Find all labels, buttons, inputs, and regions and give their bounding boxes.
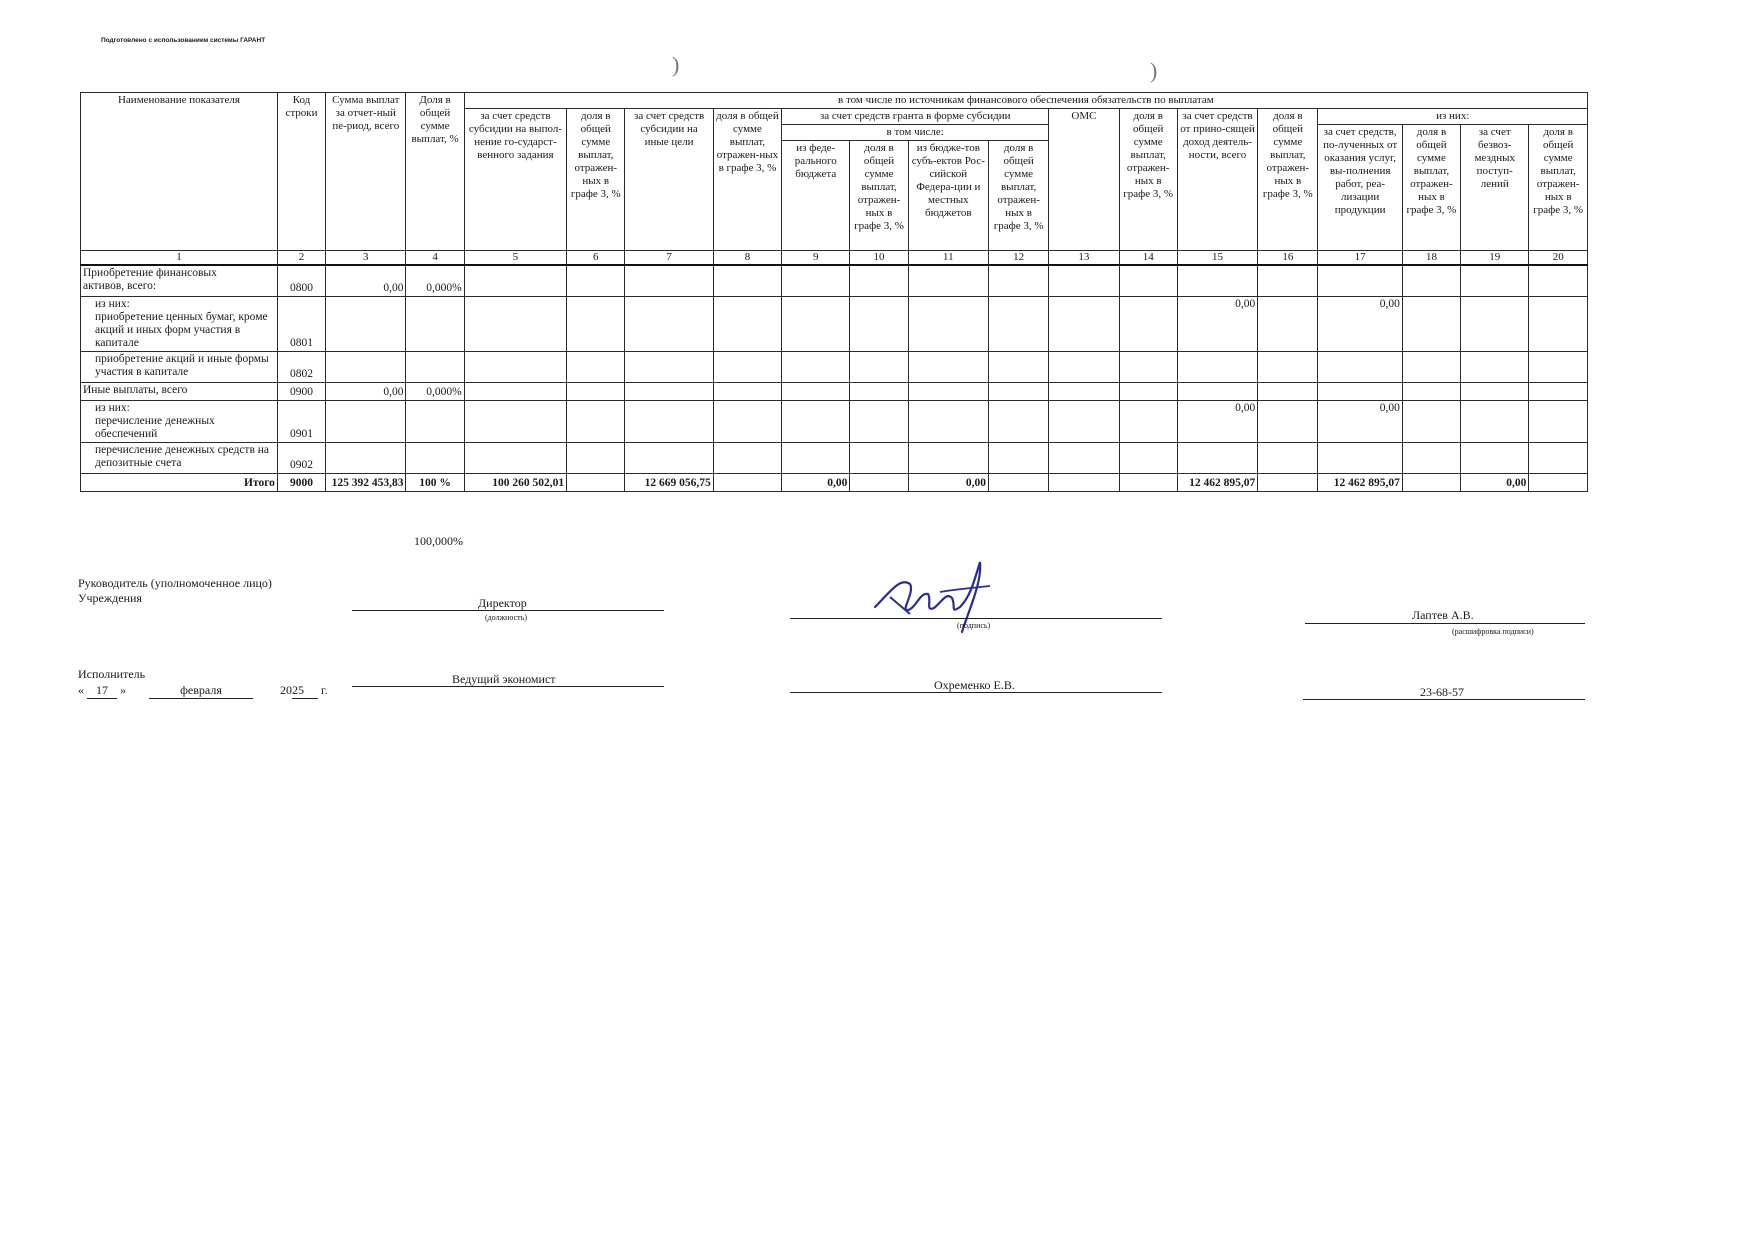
total-col17: 12 462 895,07 xyxy=(1318,474,1402,492)
column-number: 13 xyxy=(1049,251,1119,266)
row-label: приобретение акций и иные формы участия в капитале xyxy=(81,352,278,383)
table-row-0801 xyxy=(81,297,1588,352)
executor-label: Исполнитель xyxy=(78,667,146,681)
column-number: 1 xyxy=(81,251,278,266)
header-col15: за счет средств от прино-сящей доход деятель-ности, всего xyxy=(1177,109,1257,251)
header-col18: доля в общей сумме выплат, отражен-ных в графе 3, % xyxy=(1402,125,1460,251)
row-col15: 0,00 xyxy=(1177,401,1257,443)
punch-mark-left: ) xyxy=(672,52,680,77)
row-code: 0800 xyxy=(277,265,325,297)
row-code: 0802 xyxy=(277,352,325,383)
percent-below-table: 100,000% xyxy=(414,534,463,548)
header-col5: за счет средств субсидии на выпол-нение го-сударст-венного задания xyxy=(464,109,566,251)
signature-caption: (подпись) xyxy=(957,621,991,630)
header-col12: доля в общей сумме выплат, отражен-ных в графе 3, % xyxy=(989,141,1049,251)
table-row-0800 xyxy=(81,265,1588,297)
row-code: 0801 xyxy=(277,297,325,352)
header-share: Доля в общей сумме выплат, % xyxy=(406,93,464,251)
position-line xyxy=(352,610,664,611)
header-of-them: из них: xyxy=(1318,109,1588,125)
header-col14: доля в общей сумме выплат, отражен-ных в графе 3, % xyxy=(1119,109,1177,251)
column-number: 17 xyxy=(1318,251,1402,266)
name-caption: (расшифровка подписи) xyxy=(1452,627,1534,636)
row-label: Иные выплаты, всего xyxy=(81,383,278,401)
header-code: Код строки xyxy=(277,93,325,251)
header-col9: из феде-рального бюджета xyxy=(782,141,850,251)
executor-date: « 17 » февраля 2025 г. xyxy=(78,683,328,697)
position-value: Директор xyxy=(478,596,527,610)
table-row-0902 xyxy=(81,443,1588,474)
column-number: 19 xyxy=(1461,251,1529,266)
table-row-0901 xyxy=(81,401,1588,443)
header-col6: доля в общей сумме выплат, отражен-ных в графе 3, % xyxy=(567,109,625,251)
name-line xyxy=(1305,623,1585,624)
row-label: из них: приобретение ценных бумаг, кроме акций и иных форм участия в капитале xyxy=(81,297,278,352)
row-code: 0902 xyxy=(277,443,325,474)
executor-name: Охременко Е.В. xyxy=(934,678,1015,692)
column-number: 8 xyxy=(713,251,781,266)
row-col17: 0,00 xyxy=(1318,401,1402,443)
row-sum: 0,00 xyxy=(326,383,406,401)
header-including: в том числе: xyxy=(782,125,1049,141)
executor-name-line xyxy=(790,692,1162,693)
total-label: Итого xyxy=(81,474,278,492)
total-col7: 12 669 056,75 xyxy=(625,474,713,492)
punch-mark-right: ) xyxy=(1150,58,1158,83)
total-sum: 125 392 453,83 xyxy=(326,474,406,492)
column-number: 9 xyxy=(782,251,850,266)
header-col8: доля в общей сумме выплат, отражен-ных в графе 3, % xyxy=(713,109,781,251)
total-col9: 0,00 xyxy=(782,474,850,492)
column-number: 20 xyxy=(1529,251,1588,266)
header-grant: за счет средств гранта в форме субсидии xyxy=(782,109,1049,125)
payments-table xyxy=(80,92,1588,492)
row-label: перечисление денежных средств на депозитные счета xyxy=(81,443,278,474)
header-col7: за счет средств субсидии на иные цели xyxy=(625,109,713,251)
total-col11: 0,00 xyxy=(908,474,988,492)
table-row-0900 xyxy=(81,383,1588,401)
total-share: 100 % xyxy=(406,474,464,492)
column-number: 12 xyxy=(989,251,1049,266)
column-number: 7 xyxy=(625,251,713,266)
row-label: из них: перечисление денежных обеспечений xyxy=(81,401,278,443)
header-col20: доля в общей сумме выплат, отражен-ных в графе 3, % xyxy=(1529,125,1588,251)
column-number: 5 xyxy=(464,251,566,266)
column-number: 14 xyxy=(1119,251,1177,266)
header-col19: за счет безвоз-мездных поступ-лений xyxy=(1461,125,1529,251)
garant-note: Подготовлено с использованием системы ГАРАНТ xyxy=(101,37,266,44)
column-number: 6 xyxy=(567,251,625,266)
column-number: 2 xyxy=(277,251,325,266)
total-code: 9000 xyxy=(277,474,325,492)
column-number: 10 xyxy=(850,251,908,266)
row-share: 0,000% xyxy=(406,383,464,401)
row-label: Приобретение финансовых активов, всего: xyxy=(81,265,278,297)
row-code: 0901 xyxy=(277,401,325,443)
signature-line xyxy=(790,618,1162,619)
header-sources: в том числе по источникам финансового обеспечения обязательств по выплатам xyxy=(464,93,1587,109)
column-number: 15 xyxy=(1177,251,1257,266)
header-col10: доля в общей сумме выплат, отражен-ных в графе 3, % xyxy=(850,141,908,251)
column-number: 11 xyxy=(908,251,988,266)
total-col15: 12 462 895,07 xyxy=(1177,474,1257,492)
column-number: 3 xyxy=(326,251,406,266)
head-name: Лаптев А.В. xyxy=(1412,608,1474,622)
header-name: Наименование показателя xyxy=(81,93,278,251)
row-col17: 0,00 xyxy=(1318,297,1402,352)
position-caption: (должность) xyxy=(485,613,527,622)
row-col15: 0,00 xyxy=(1177,297,1257,352)
column-number: 16 xyxy=(1258,251,1318,266)
header-col17: за счет средств, по-лученных от оказания услуг, вы-полнения работ, реа-лизации продукции xyxy=(1318,125,1402,251)
table-row-total xyxy=(81,474,1588,492)
column-number: 4 xyxy=(406,251,464,266)
header-sum: Сумма выплат за отчет-ный пе-риод, всего xyxy=(326,93,406,251)
header-col16: доля в общей сумме выплат, отражен-ных в графе 3, % xyxy=(1258,109,1318,251)
column-number: 18 xyxy=(1402,251,1460,266)
header-col13: ОМС xyxy=(1049,109,1119,251)
row-share: 0,000% xyxy=(406,265,464,297)
total-col5: 100 260 502,01 xyxy=(464,474,566,492)
head-label: Руководитель (уполномоченное лицо) Учреждения xyxy=(78,576,272,605)
row-code: 0900 xyxy=(277,383,325,401)
executor-position-line xyxy=(352,686,664,687)
header-col11: из бюдже-тов субъ-ектов Рос-сийской Федера-ции и местных бюджетов xyxy=(908,141,988,251)
total-col19: 0,00 xyxy=(1461,474,1529,492)
executor-position: Ведущий экономист xyxy=(452,672,556,686)
table-row-0802 xyxy=(81,352,1588,383)
executor-phone: 23-68-57 xyxy=(1420,685,1464,699)
phone-line xyxy=(1303,699,1585,700)
row-sum: 0,00 xyxy=(326,265,406,297)
